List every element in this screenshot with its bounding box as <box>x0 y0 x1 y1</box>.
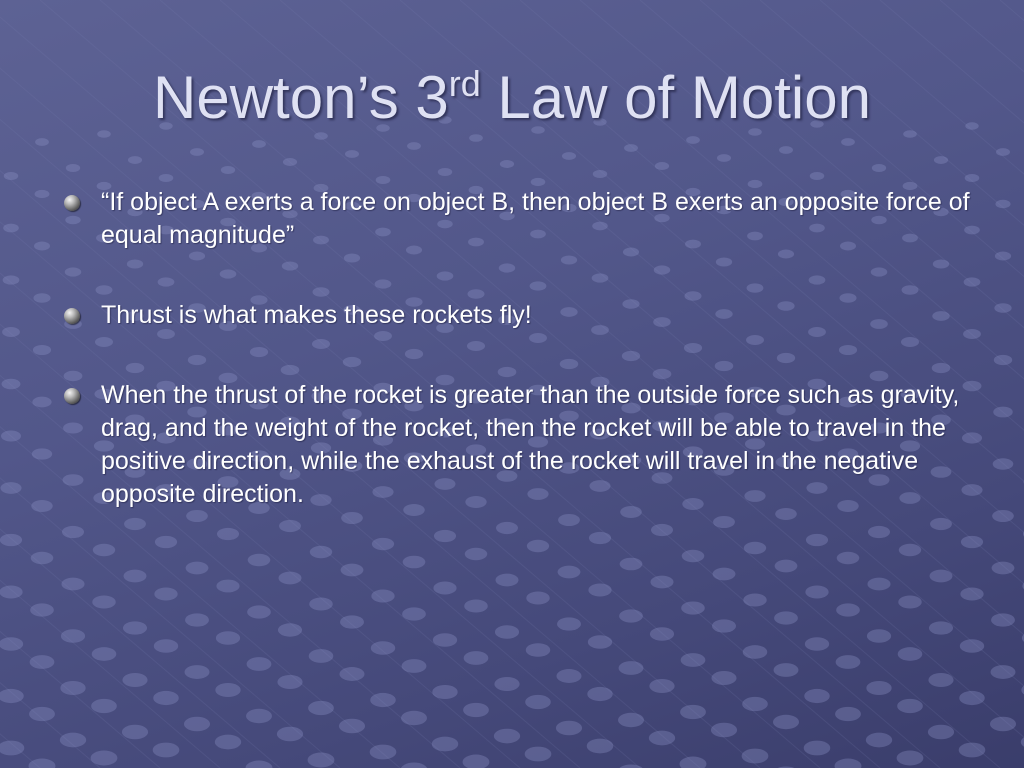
background-dot <box>60 681 85 695</box>
background-dot <box>153 743 180 758</box>
background-dot <box>930 570 953 583</box>
background-dot <box>190 148 204 156</box>
background-dot <box>215 735 241 750</box>
background-dot <box>123 621 147 634</box>
background-dot <box>588 584 611 597</box>
background-dot <box>930 518 952 530</box>
background-dot <box>713 568 736 581</box>
background-dot <box>463 755 490 768</box>
background-dot <box>556 721 582 736</box>
background-dot <box>432 685 457 699</box>
background-dot <box>804 741 831 756</box>
background-dot <box>959 691 985 705</box>
background-dot <box>717 154 731 162</box>
background-dot <box>407 142 421 150</box>
bullet-text: When the thrust of the rocket is greater than the outside force such as gravity, drag, and the weight of the rocket, then the rocket will be able to travel in the positive direction, while the exhaust of the rocket will travel in the negative opposite direction. <box>101 381 960 508</box>
background-dot <box>805 637 829 651</box>
background-dot <box>617 764 644 768</box>
sphere-bullet-icon <box>64 195 80 211</box>
background-dot <box>774 611 798 624</box>
background-dot <box>34 242 50 251</box>
background-dot <box>247 657 272 671</box>
bullet-item-thrust <box>64 299 974 332</box>
background-dot <box>32 448 52 459</box>
background-dot <box>589 532 611 544</box>
background-dot <box>743 645 768 659</box>
background-dot <box>0 586 23 599</box>
background-dot <box>66 164 80 172</box>
background-dot <box>681 653 706 667</box>
background-dot <box>186 510 208 522</box>
background-dot <box>651 524 673 536</box>
background-dot <box>215 683 240 697</box>
background-dot <box>868 526 890 538</box>
background-dot <box>836 655 861 669</box>
background-dot <box>711 671 736 685</box>
background-dot <box>713 516 735 528</box>
bullet-item-explanation <box>64 379 974 511</box>
background-dot <box>35 138 49 146</box>
background-dot <box>898 647 923 661</box>
background-dot <box>31 552 54 565</box>
background-dot <box>526 643 551 657</box>
background-dot <box>928 673 953 687</box>
background-dot <box>308 753 335 768</box>
background-dot <box>279 520 301 532</box>
background-dot <box>558 514 580 526</box>
background-dot <box>185 665 210 679</box>
background-dot <box>345 150 359 158</box>
background-dot <box>402 607 426 620</box>
bullet-text: Thrust is what makes these rockets fly! <box>101 301 532 329</box>
background-dot <box>216 631 240 644</box>
background-dot <box>62 526 84 538</box>
background-dot <box>557 617 581 630</box>
background-dot <box>438 168 452 176</box>
background-dot <box>995 252 1011 261</box>
background-dot <box>650 576 673 589</box>
background-dot <box>217 528 239 540</box>
background-dot <box>588 635 612 649</box>
background-dot <box>402 659 427 673</box>
background-dot <box>619 609 643 622</box>
background-dot <box>899 544 921 556</box>
background-dot <box>835 707 861 721</box>
background-dot <box>527 540 549 552</box>
background-dot <box>124 518 146 530</box>
background-dot <box>221 166 235 174</box>
background-dot <box>993 458 1014 469</box>
background-dot <box>898 595 921 608</box>
background-dot <box>252 140 266 148</box>
background-dot <box>619 661 644 675</box>
background-dot <box>494 677 519 691</box>
background-dot <box>837 552 860 565</box>
background-dot <box>35 190 50 198</box>
background-dot <box>649 731 675 746</box>
background-dot <box>246 761 273 768</box>
background-dot <box>32 397 51 408</box>
background-dot <box>774 663 799 677</box>
background-dot <box>991 665 1016 679</box>
background-dot <box>308 701 334 715</box>
background-dot <box>155 536 177 548</box>
background-dot <box>463 703 489 717</box>
background-dot <box>122 725 148 740</box>
background-dot <box>562 152 576 160</box>
background-dot <box>370 745 397 760</box>
background-dot <box>93 544 115 556</box>
background-dot <box>835 759 862 768</box>
background-dot <box>991 613 1015 626</box>
background-dot <box>992 510 1014 522</box>
background-dot <box>465 548 487 560</box>
background-dot <box>401 711 427 725</box>
title-suffix: Law of Motion <box>480 64 871 131</box>
background-dot <box>278 623 302 636</box>
background-dot <box>159 174 174 182</box>
background-dot <box>525 695 551 709</box>
background-dot <box>61 629 85 642</box>
background-dot <box>339 667 364 681</box>
background-dot <box>432 737 458 752</box>
background-dot <box>712 619 736 632</box>
background-dot <box>929 621 953 634</box>
background-dot <box>618 713 644 727</box>
background-dot <box>279 572 302 585</box>
background-dot <box>29 707 55 721</box>
background-dot <box>0 534 22 546</box>
background-dot <box>185 613 209 626</box>
background-dot <box>277 675 302 689</box>
background-dot <box>994 303 1011 313</box>
background-dot <box>153 691 179 705</box>
background-dot <box>593 170 607 178</box>
background-dot <box>122 673 147 687</box>
background-dot <box>993 407 1012 418</box>
slide-title <box>0 58 1024 138</box>
background-dot <box>995 200 1010 208</box>
background-dot <box>867 578 890 591</box>
background-dot <box>959 743 986 758</box>
background-dot <box>0 741 24 756</box>
background-dot <box>128 156 142 164</box>
background-dot <box>682 550 705 563</box>
background-dot <box>283 158 297 166</box>
background-dot <box>154 588 177 601</box>
background-dot <box>371 590 394 603</box>
background-dot <box>960 588 983 601</box>
background-dot <box>371 641 395 655</box>
background-dot <box>624 144 638 152</box>
background-dot <box>680 757 707 768</box>
background-dot <box>29 759 56 768</box>
background-dot <box>464 599 488 612</box>
sphere-bullet-icon <box>64 308 80 324</box>
background-dot <box>526 591 549 604</box>
background-dot <box>992 562 1015 575</box>
background-dot <box>494 729 520 744</box>
background-dot <box>650 627 674 640</box>
background-dot <box>960 639 984 653</box>
background-dot <box>33 345 51 355</box>
background-dot <box>897 699 923 713</box>
background-dot <box>277 727 303 742</box>
background-dot <box>996 148 1010 156</box>
background-dot <box>965 174 980 182</box>
background-dot <box>433 582 456 595</box>
background-dot <box>154 639 178 653</box>
background-dot <box>1 430 21 441</box>
background-dot <box>841 138 855 146</box>
background-dot <box>500 160 514 168</box>
background-dot <box>558 566 581 579</box>
background-dot <box>0 482 21 494</box>
background-dot <box>370 693 396 707</box>
background-dot <box>587 739 614 754</box>
background-dot <box>495 625 519 638</box>
background-dot <box>339 719 365 734</box>
background-dot <box>91 699 117 713</box>
background-dot <box>341 564 364 577</box>
background-dot <box>866 733 892 748</box>
background-dot <box>681 601 705 614</box>
background-dot <box>30 655 55 669</box>
background-dot <box>433 633 457 647</box>
background-dot <box>742 697 768 711</box>
background-dot <box>994 355 1012 365</box>
bullet-list <box>64 186 974 511</box>
background-dot <box>743 593 766 606</box>
background-dot <box>872 164 886 172</box>
background-dot <box>556 669 581 683</box>
background-dot <box>990 717 1016 731</box>
background-dot <box>91 751 118 766</box>
background-dot <box>775 560 798 573</box>
background-dot <box>247 605 271 618</box>
background-dot <box>124 570 147 583</box>
background-dot <box>804 689 829 703</box>
background-dot <box>376 176 391 184</box>
background-dot <box>341 512 363 524</box>
background-dot <box>587 687 612 701</box>
background-dot <box>806 534 828 546</box>
background-dot <box>372 538 394 550</box>
background-dot <box>3 224 19 233</box>
background-dot <box>680 705 706 719</box>
bullet-text: “If object A exerts a force on object B, then object B exerts an opposite force of equal magnitude” <box>101 188 970 249</box>
background-dot <box>655 162 669 170</box>
background-dot <box>216 580 239 593</box>
background-dot <box>928 725 954 740</box>
background-dot <box>742 749 769 764</box>
background-dot <box>248 554 271 567</box>
background-dot <box>186 562 209 575</box>
background-dot <box>184 717 210 731</box>
background-dot <box>31 500 52 512</box>
background-dot <box>92 595 115 608</box>
background-dot <box>744 542 766 554</box>
background-dot <box>525 747 552 762</box>
bullet-item-definition <box>64 186 974 252</box>
background-dot <box>4 172 19 180</box>
background-dot <box>309 597 333 610</box>
sphere-bullet-icon <box>64 388 80 404</box>
background-dot <box>3 275 20 284</box>
background-dot <box>2 379 21 390</box>
background-dot <box>495 574 518 587</box>
background-dot <box>60 733 86 748</box>
background-dot <box>496 522 518 534</box>
background-dot <box>309 649 334 663</box>
background-dot <box>649 679 674 693</box>
background-dot <box>33 293 50 302</box>
background-dot <box>403 556 426 569</box>
background-dot <box>866 681 891 695</box>
title-superscript: rd <box>448 63 481 104</box>
background-dot <box>897 751 924 766</box>
background-dot <box>531 178 546 186</box>
background-dot <box>836 603 860 616</box>
background-dot <box>310 546 332 558</box>
background-dot <box>246 709 272 723</box>
background-dot <box>434 530 456 542</box>
background-dot <box>464 651 489 665</box>
background-dot <box>773 715 799 729</box>
background-dot <box>867 629 891 642</box>
background-dot <box>961 536 983 548</box>
background-dot <box>620 558 643 571</box>
background-dot <box>0 689 24 703</box>
background-dot <box>400 762 427 768</box>
background-dot <box>934 156 948 164</box>
background-dot <box>810 172 825 180</box>
background-dot <box>779 146 793 154</box>
background-dot <box>92 647 117 661</box>
background-dot <box>2 327 20 337</box>
background-dot <box>711 723 737 738</box>
title-prefix: Newton’s 3 <box>153 64 449 131</box>
background-dot <box>340 615 364 628</box>
background-dot <box>805 586 828 599</box>
background-dot <box>30 603 54 616</box>
background-dot <box>61 578 84 591</box>
